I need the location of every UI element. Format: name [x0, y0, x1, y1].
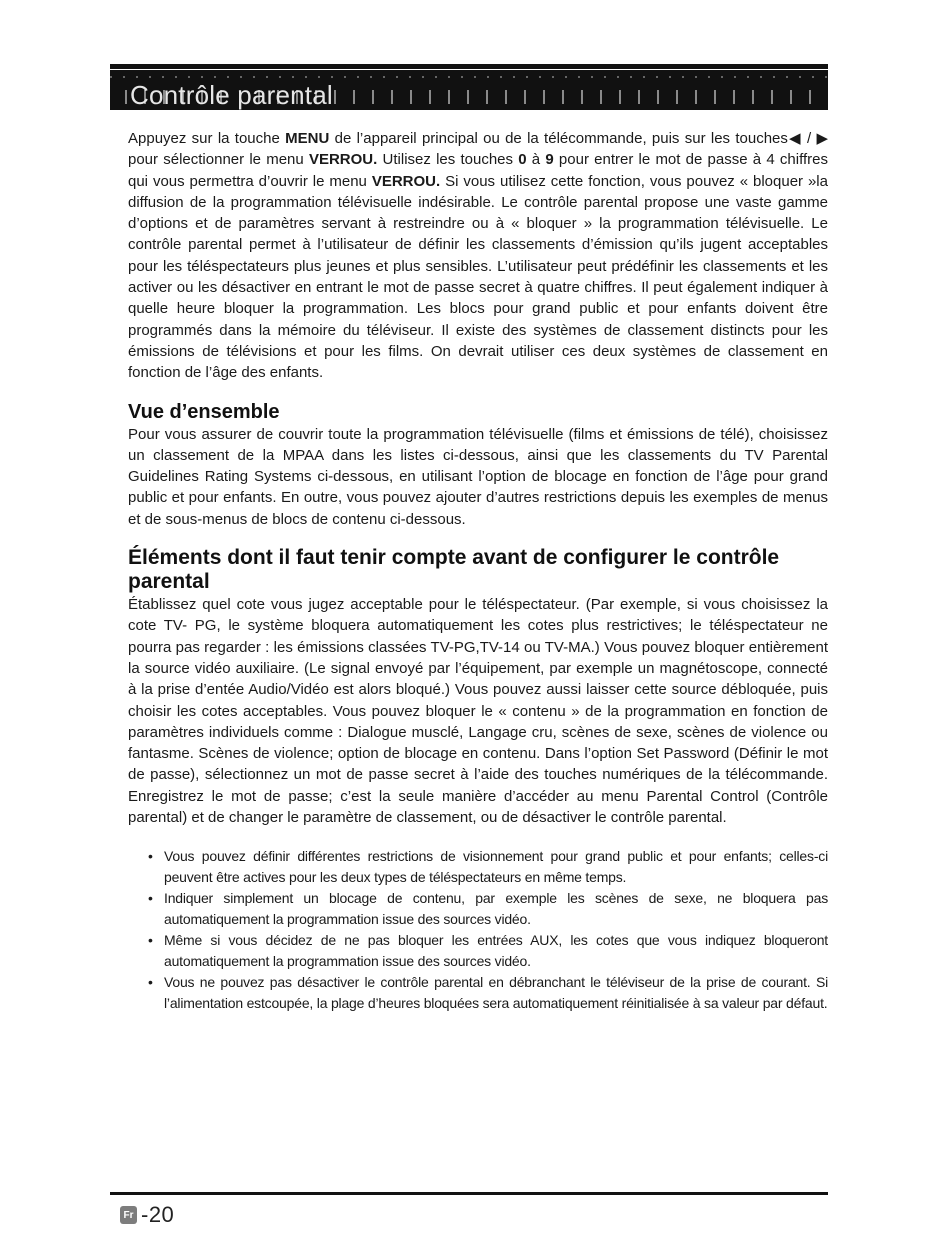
- page-number: -20: [141, 1202, 175, 1227]
- intro-paragraph: [128, 128, 828, 384]
- section-header-bar: [110, 70, 828, 110]
- considerations-paragraph: Établissez quel cote vous jugez acceptable pour le téléspectateur. (Par exemple, si vous choisissez la cote TV- PG, le système bloquera automatiquement les cotes plus restrictives; le téléspectateur ne pourra pas regarder : les émissions classées TV-PG,TV-14 ou TV-MA.) Vous pouvez bloquer entièrement la source vidéo auxiliaire. (Le signal envoyé par l’équipement, par exemple un magnétoscope, connecté à la prise d’entée Audio/Vidéo est alors bloqué.) Vous pouvez aussi laisser cette source débloquée, puis choisir les cotes acceptables. Vous pouvez bloquer le « contenu » de la programmation en fonction de paramètres individuels comme : Dialogue musclé, Langage cru, scènes de sexe, scènes de violence ou fantasme. Scènes de violence; option de blocage en contenu. Dans l’option Set Password (Définir le mot de passe), sélectionnez un mot de passe secret à l’aide des touches numériques de la télécommande. Enregistrez le mot de passe; c’est la seule manière d’accéder au menu Parental Control (Contrôle parental) et de changer le paramètre de classement, ou de désactiver le contrôle parental.: [128, 596, 828, 827]
- overview-paragraph: Pour vous assurer de couvrir toute la programmation télévisuelle (films et émissions de télé), choisissez un classement de la MPAA dans les listes ci-dessous, ainsi que les classements du TV Parental Guidelines Rating Systems ci-dessous, en utilisant l’option de blocage en fonction de l’âge pour grand public et pour enfants. En outre, vous pouvez ajouter d’autres restrictions depuis les exemples de menus et de sous-menus de blocs de contenu ci-dessous.: [128, 425, 828, 528]
- list-item: • Vous ne pouvez pas désactiver le contrôle parental en débranchant le téléviseur de la prise de courant. Si l’alimentation estcoupée, la plage d’heures bloquées sera automatiquement réinitialisée à sa valeur par défaut.: [148, 972, 828, 1014]
- key-zero-label: 0: [518, 151, 527, 169]
- intro-text: Appuyez sur la touche: [128, 130, 286, 147]
- menu-key-label: MENU: [285, 130, 330, 147]
- top-rule: [110, 64, 828, 69]
- language-badge-icon: Fr: [120, 1206, 137, 1224]
- intro-text: Si vous utilisez cette fonction, vous pouvez « bloquer »la diffusion de la programmation télévisuelle indésirable. Le contrôle parental propose une vaste gamme d’options et de paramètres servant à restreindre ou à « bloquer » la programmation télévisuelle. Le contrôle parental permet à l’utilisateur de définir les classements d’émission qu’ils jugent acceptables pour les téléspectateurs plus jeunes et plus sensibles. L’utilisateur peut prédéfinir les classements et les activer ou les désactiver en entrant le mot de passe secret à quatre chiffres. Il peut également indiquer à quelle heure bloquer la programmation. Les blocs pour grand public et pour enfants doivent être programmés dans la mémoire du téléviseur. Il existe des systèmes de classement distincts pour les émissions de télévisions et pour les films. On devrait utiliser ces deux systèmes de classement en fonction de l’âge des enfants.: [128, 172, 828, 382]
- key-nine-label: 9: [545, 151, 554, 169]
- overview-heading: Vue d’ensemble: [128, 400, 280, 423]
- list-item: • Même si vous décidez de ne pas bloquer les entrées AUX, les cotes que vous indiquez bloqueront automatiquement la programmation issue des sources vidéo.: [148, 930, 828, 972]
- intro-text: de l’appareil principal ou de la télécommande, puis sur les touches: [329, 130, 788, 147]
- page-footer: [120, 1202, 174, 1228]
- lock-menu-label: VERROU.: [308, 151, 378, 169]
- intro-text: à: [526, 151, 546, 169]
- arrow-keys-icon: ◀ / ▶: [787, 130, 829, 147]
- page-content: [128, 128, 828, 1014]
- considerations-heading: Éléments dont il faut tenir compte avant de configurer le contrôle parental: [128, 546, 780, 594]
- page-title: Contrôle parental: [130, 80, 333, 110]
- list-item: • Indiquer simplement un blocage de contenu, par exemple les scènes de sexe, ne bloquera pas automatiquement la programmation issue des sources vidéo.: [148, 888, 828, 930]
- lock-menu-label: VERROU.: [371, 172, 441, 190]
- intro-text: pour entrer le mot de passe à 4 chiffres qui vous permettra d’ouvrir le menu: [128, 151, 828, 190]
- bottom-rule: [110, 1192, 828, 1195]
- intro-text: Utilisez les touches: [377, 151, 519, 169]
- notes-list: [128, 846, 828, 1014]
- intro-text: pour sélectionner le menu: [128, 151, 309, 169]
- list-item: • Vous pouvez définir différentes restrictions de visionnement pour grand public et pour enfants; celles-ci peuvent être actives pour les deux types de téléspectateurs en même temps.: [148, 846, 828, 888]
